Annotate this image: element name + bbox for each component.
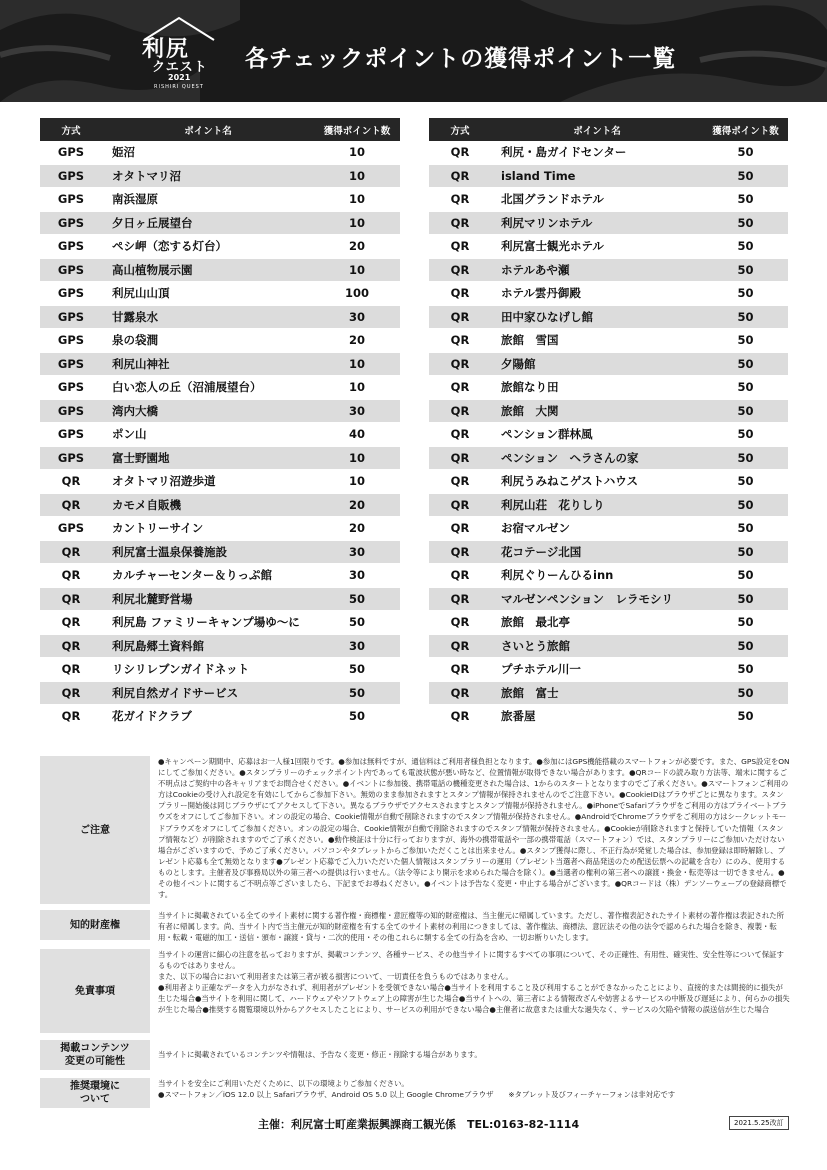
cell-point-name: プチホテル川一 [491, 658, 703, 682]
table-row [40, 634, 400, 658]
table-row [429, 470, 788, 494]
table-row [40, 305, 400, 329]
table-row [429, 658, 788, 682]
cell-method: GPS [40, 282, 102, 306]
cell-point-name: 花ガイドクラブ [102, 705, 314, 729]
cell-point-name: マルゼンペンション レラモシリ [491, 587, 703, 611]
cell-points: 10 [314, 188, 400, 212]
table-row [40, 235, 400, 259]
cell-method: QR [429, 705, 491, 729]
cell-method: GPS [40, 211, 102, 235]
cell-point-name: カモメ自販機 [102, 493, 314, 517]
cell-points: 10 [314, 141, 400, 164]
cell-points: 10 [314, 470, 400, 494]
note-environment-text: 当サイトを安全にご利用いただくために、以下の環境よりご参加ください。 ●スマートフォン／iOS 12.0 以上 Safariブラウザ、Android OS 5.0 以上 Google Chromeブラウザ ※タブレット及びフィーチャーフォンは非対応です [158, 1079, 676, 1100]
cell-points: 50 [703, 705, 788, 729]
cell-point-name: 利尻富士温泉保養施設 [102, 540, 314, 564]
table-row [429, 681, 788, 705]
cell-method: QR [429, 399, 491, 423]
cell-points: 50 [314, 658, 400, 682]
table-row [40, 611, 400, 635]
cell-point-name: さいとう旅館 [491, 634, 703, 658]
cell-points: 50 [703, 493, 788, 517]
cell-points: 50 [703, 423, 788, 447]
cell-point-name: 旅館なり田 [491, 376, 703, 400]
cell-method: QR [429, 658, 491, 682]
cell-method: QR [429, 352, 491, 376]
cell-points: 50 [703, 305, 788, 329]
cell-method: QR [429, 164, 491, 188]
cell-method: GPS [40, 399, 102, 423]
cell-method: GPS [40, 376, 102, 400]
table-row [429, 423, 788, 447]
table-row [429, 446, 788, 470]
cell-point-name: オタトマリ沼 [102, 164, 314, 188]
table-row [40, 423, 400, 447]
cell-point-name: 利尻・島ガイドセンター [491, 141, 703, 164]
cell-points: 20 [314, 329, 400, 353]
cell-method: QR [40, 470, 102, 494]
cell-method: QR [429, 211, 491, 235]
cell-method: QR [429, 258, 491, 282]
cell-points: 10 [314, 446, 400, 470]
table-row [429, 164, 788, 188]
cell-points: 50 [703, 352, 788, 376]
cell-method: QR [429, 493, 491, 517]
cell-method: QR [40, 611, 102, 635]
logo-text-quest: クエスト [152, 60, 208, 75]
cell-point-name: 高山植物展示園 [102, 258, 314, 282]
cell-method: QR [429, 446, 491, 470]
cell-point-name: リシリレブンガイドネット [102, 658, 314, 682]
cell-method: QR [429, 470, 491, 494]
cell-point-name: 旅館 富士 [491, 681, 703, 705]
cell-method: GPS [40, 258, 102, 282]
note-caution [40, 756, 790, 904]
cell-point-name: 利尻山神社 [102, 352, 314, 376]
column-header-points: 獲得ポイント数 [314, 118, 400, 141]
cell-method: GPS [40, 517, 102, 541]
cell-points: 50 [703, 470, 788, 494]
cell-point-name: island Time [491, 164, 703, 188]
table-row [429, 564, 788, 588]
cell-method: QR [429, 376, 491, 400]
table-row [40, 470, 400, 494]
cell-point-name: オタトマリ沼遊歩道 [102, 470, 314, 494]
table-row [40, 164, 400, 188]
note-change-text: 当サイトに掲載されているコンテンツや情報は、予告なく変更・修正・削除する場合があります。 [158, 1050, 482, 1059]
table-header-row [429, 118, 788, 141]
cell-points: 50 [703, 564, 788, 588]
cell-points: 40 [314, 423, 400, 447]
table-row [40, 282, 400, 306]
cell-method: QR [429, 564, 491, 588]
table-row [40, 329, 400, 353]
rishiri-quest-logo [134, 14, 224, 92]
revision-date: 2021.5.25改訂 [729, 1116, 789, 1130]
table-row [40, 705, 400, 729]
cell-point-name: ペンション群林風 [491, 423, 703, 447]
cell-method: QR [429, 235, 491, 259]
column-header-points: 獲得ポイント数 [703, 118, 788, 141]
cell-points: 50 [703, 188, 788, 212]
cell-points: 50 [314, 611, 400, 635]
cell-points: 50 [703, 611, 788, 635]
points-table-left [40, 118, 400, 729]
cell-method: GPS [40, 188, 102, 212]
cell-points: 50 [703, 235, 788, 259]
cell-point-name: ポン山 [102, 423, 314, 447]
cell-method: QR [40, 564, 102, 588]
table-row [40, 376, 400, 400]
cell-points: 50 [314, 681, 400, 705]
table-row [429, 141, 788, 164]
cell-point-name: お宿マルゼン [491, 517, 703, 541]
cell-point-name: 南浜湿原 [102, 188, 314, 212]
cell-method: QR [429, 282, 491, 306]
cell-method: QR [40, 705, 102, 729]
cell-points: 30 [314, 634, 400, 658]
cell-points: 50 [703, 681, 788, 705]
cell-point-name: 富士野園地 [102, 446, 314, 470]
note-caution-label: ご注意 [40, 756, 150, 904]
cell-point-name: カントリーサイン [102, 517, 314, 541]
cell-points: 50 [703, 329, 788, 353]
cell-points: 20 [314, 493, 400, 517]
cell-method: QR [429, 587, 491, 611]
table-row [429, 352, 788, 376]
cell-method: GPS [40, 352, 102, 376]
note-disclaimer-label: 免責事項 [40, 949, 150, 1033]
cell-method: QR [429, 540, 491, 564]
cell-points: 50 [703, 211, 788, 235]
cell-points: 50 [703, 634, 788, 658]
cell-points: 20 [314, 517, 400, 541]
cell-method: QR [429, 681, 491, 705]
cell-points: 50 [703, 141, 788, 164]
page-title: 各チェックポイントの獲得ポイント一覧 [245, 46, 677, 72]
cell-point-name: 利尻マリンホテル [491, 211, 703, 235]
cell-method: QR [40, 658, 102, 682]
cell-point-name: 姫沼 [102, 141, 314, 164]
table-row [40, 517, 400, 541]
note-ip-label: 知的財産権 [40, 910, 150, 940]
cell-point-name: 利尻島 ファミリーキャンプ場ゆ～に [102, 611, 314, 635]
table-row [40, 493, 400, 517]
note-content-change [40, 1040, 790, 1070]
cell-points: 50 [703, 658, 788, 682]
table-row [40, 188, 400, 212]
logo-text-year: 2021 [168, 73, 191, 82]
logo-text-english: RISHIRI QUEST [154, 84, 204, 90]
note-disclaimer-text: 当サイトの運営に細心の注意を払っておりますが、掲載コンテンツ、各種サービス、その他当サイトに関するすべての事項について、その正確性、有用性、確実性、安全性等について保証するものではありません。 また、以下の場合において利用者または第三者が被る損害について、一切責任を負うものではありません。 ●利用者より正確なデータを入力がなされず、利用者がプレゼントを受領できない場合●当サイトを利用すること及び利用することができなかったことにより、直接的または間接的に損失が生じた場合●当サイトを利用に関して、ハードウェアやソフトウェア上の障害が生じた場合●当サイトへの、第三者による情報改ざんや妨害よるサービスの中断及び遅延により、何らかの損失が生じた場合●推奨する閲覧環境以外からアクセスしたことにより、サービスの利用ができない場合●主催者に故意または重大な過失なく、サービスの欠陥や情報の誤送信が生じた場合 [158, 950, 790, 1015]
table-row [40, 399, 400, 423]
cell-point-name: ホテル雲丹御殿 [491, 282, 703, 306]
table-row [429, 211, 788, 235]
cell-method: QR [429, 517, 491, 541]
cell-point-name: ペンション ヘラさんの家 [491, 446, 703, 470]
table-row [429, 540, 788, 564]
cell-method: QR [429, 305, 491, 329]
cell-method: GPS [40, 423, 102, 447]
cell-point-name: 旅番屋 [491, 705, 703, 729]
cell-point-name: カルチャーセンター＆りっぷ館 [102, 564, 314, 588]
cell-method: QR [40, 493, 102, 517]
cell-point-name: 甘露泉水 [102, 305, 314, 329]
cell-method: GPS [40, 141, 102, 164]
table-row [429, 376, 788, 400]
note-disclaimer [40, 949, 790, 1035]
column-header-method: 方式 [40, 118, 102, 141]
cell-point-name: ペシ岬（恋する灯台） [102, 235, 314, 259]
cell-points: 30 [314, 305, 400, 329]
table-row [40, 352, 400, 376]
table-row [40, 658, 400, 682]
cell-points: 30 [314, 564, 400, 588]
header-banner [0, 0, 827, 102]
footer [0, 1116, 827, 1134]
cell-method: QR [429, 329, 491, 353]
table-row [40, 258, 400, 282]
cell-points: 50 [703, 517, 788, 541]
cell-point-name: 夕日ヶ丘展望台 [102, 211, 314, 235]
table-row [429, 493, 788, 517]
cell-method: GPS [40, 329, 102, 353]
cell-point-name: 白い恋人の丘（沼浦展望台） [102, 376, 314, 400]
table-row [40, 681, 400, 705]
column-header-name: ポイント名 [102, 118, 314, 141]
cell-point-name: 利尻うみねこゲストハウス [491, 470, 703, 494]
table-row [40, 141, 400, 164]
cell-point-name: 利尻ぐりーんひるinn [491, 564, 703, 588]
cell-method: QR [429, 141, 491, 164]
cell-method: QR [429, 634, 491, 658]
table-header-row [40, 118, 400, 141]
organizer-contact: 主催：利尻富士町産業振興課商工観光係 TEL:0163-82-1114 [258, 1118, 580, 1131]
note-change-label: 掲載コンテンツ 変更の可能性 [40, 1040, 150, 1070]
cell-method: QR [40, 634, 102, 658]
cell-method: QR [429, 188, 491, 212]
cell-method: QR [40, 587, 102, 611]
table-row [429, 517, 788, 541]
cell-point-name: 旅館 最北亭 [491, 611, 703, 635]
table-row [429, 634, 788, 658]
column-header-method: 方式 [429, 118, 491, 141]
table-row [429, 587, 788, 611]
cell-point-name: 花コテージ北国 [491, 540, 703, 564]
cell-method: QR [429, 611, 491, 635]
table-row [429, 399, 788, 423]
cell-point-name: 利尻自然ガイドサービス [102, 681, 314, 705]
note-ip-text: 当サイトに掲載されている全てのサイト素材に関する著作権・商標権・意匠権等の知的財産権は、当主催元に帰属しています。ただし、著作権表記されたサイト素材の著作権は表記された所有者に帰属します。尚、当サイト内で当主催元が知的財産権を有する全てのサイト素材の利用につきましては、著作権法、商標法、意匠法その他の法令で認められた場合を除き、複製・転用・転載・電磁的加工・送信・頒布・譲渡・貸与・二次的使用・その他これらに類する全ての行為を含め、一切お断りいたします。 [158, 911, 785, 943]
cell-points: 50 [703, 540, 788, 564]
table-row [429, 611, 788, 635]
cell-points: 50 [703, 258, 788, 282]
table-row [40, 540, 400, 564]
cell-point-name: 田中家ひなげし館 [491, 305, 703, 329]
cell-point-name: 北国グランドホテル [491, 188, 703, 212]
cell-method: QR [40, 540, 102, 564]
note-environment [40, 1078, 790, 1108]
note-environment-label: 推奨環境に ついて [40, 1078, 150, 1108]
table-row [40, 564, 400, 588]
cell-points: 50 [703, 587, 788, 611]
cell-points: 100 [314, 282, 400, 306]
cell-points: 50 [314, 705, 400, 729]
cell-point-name: 旅館 雪国 [491, 329, 703, 353]
table-row [40, 587, 400, 611]
cell-points: 50 [314, 587, 400, 611]
note-caution-text: ●キャンペーン期間中、応募はお一人様1回限りです。●参加は無料ですが、通信料はご利用者様負担となります。●参加にはGPS機能搭載のスマートフォンが必要です。また、GPS設定をONにしてご参加ください。●スタンプラリーのチェックポイント内であっても電波状態が悪い時など、位置情報が取得できない場合があります。●QRコードの読み取り方法等、端末に関するご不明点はご契約中の各キャリアまでお問合せください。●イベントに参加後、携帯電話の機種変更された場合は、1からのスタートとなりますのでご了承ください。●スマートフォンご利用の方はCookieの受け入れ設定を有効にしてからご参加下さい。無効のまま参加されますとスタンプ情報が保持されませんのでご注意下さい。●CookieIDはブラウザごとに異なります。スタンプラリー開始後は同じブラウザにてアクセスして下さい。異なるブラウザでアクセスされますとスタンプ情報が保持されません。●iPhoneでSafariブラウザをご利用の方はプライベートブラウズをオフにしてご参加下さい。オンの設定の場合、Cookie情報が自動で削除されますのでスタンプ情報が保持されません。●AndroidでChromeブラウザをご利用の方はシークレットモードブラウズをオフにしてご参加ください。オンの設定の場合、Cookie情報が自動で削除されますのでスタンプ情報が保持されません。●Cookieが削除されますと保持していた情報（スタンプ情報など）が削除されますのでご了承ください。●動作検証は十分に行っておりますが、海外の携帯電話や一部の携帯電話（スマートフォン）では、スタンプラリーにご参加いただけない場合がございますので、予めご了承ください。パソコンやタブレットからご参加いただくことは出来ません。●スタンプ獲得に際し、不正行為が発覚した場合は、参加登録は即時解除し、プレゼント応募も全て無効となります●プレゼント応募でご入力いただいた個人情報はスタンプラリーの運用（プレゼント当選者へ商品発送のため配送伝票への記載を含む）にのみ、使用するものとします。主催者及び事務局以外の第三者への提供は行いません。（法令等により開示を求められた場合を除く）。●当選者の権利の第三者への譲渡・換金・転売等は一切できません。●その他イベントに関するご不明点等ございましたら、下記までお尋ねください。●イベントは予告なく変更・中止する場合がございます。●QRコードは（株）デンソーウェーブの登録商標です。 [158, 757, 790, 900]
cell-point-name: 夕陽館 [491, 352, 703, 376]
table-row [40, 211, 400, 235]
cell-method: GPS [40, 164, 102, 188]
cell-point-name: 利尻島郷土資料館 [102, 634, 314, 658]
cell-point-name: 旅館 大関 [491, 399, 703, 423]
cell-method: QR [429, 423, 491, 447]
logo-text-rishiri: 利尻 [142, 36, 191, 62]
cell-points: 50 [703, 164, 788, 188]
cell-point-name: 利尻山荘 花りしり [491, 493, 703, 517]
cell-points: 50 [703, 282, 788, 306]
cell-points: 50 [703, 376, 788, 400]
cell-points: 10 [314, 164, 400, 188]
cell-method: GPS [40, 235, 102, 259]
cell-method: GPS [40, 446, 102, 470]
cell-point-name: 利尻北麓野営場 [102, 587, 314, 611]
cell-points: 20 [314, 235, 400, 259]
table-row [429, 705, 788, 729]
cell-method: QR [40, 681, 102, 705]
table-row [40, 446, 400, 470]
table-row [429, 235, 788, 259]
cell-point-name: 泉の袋澗 [102, 329, 314, 353]
cell-points: 10 [314, 258, 400, 282]
table-row [429, 188, 788, 212]
cell-points: 30 [314, 540, 400, 564]
column-header-name: ポイント名 [491, 118, 703, 141]
cell-point-name: 湾内大橋 [102, 399, 314, 423]
table-row [429, 305, 788, 329]
cell-points: 50 [703, 399, 788, 423]
cell-point-name: 利尻富士観光ホテル [491, 235, 703, 259]
table-row [429, 282, 788, 306]
cell-points: 10 [314, 376, 400, 400]
cell-points: 10 [314, 211, 400, 235]
table-row [429, 258, 788, 282]
cell-point-name: ホテルあや瀬 [491, 258, 703, 282]
points-table-right [429, 118, 788, 729]
note-intellectual-property [40, 910, 790, 944]
cell-method: GPS [40, 305, 102, 329]
cell-points: 30 [314, 399, 400, 423]
cell-points: 50 [703, 446, 788, 470]
table-row [429, 329, 788, 353]
cell-points: 10 [314, 352, 400, 376]
cell-point-name: 利尻山山頂 [102, 282, 314, 306]
